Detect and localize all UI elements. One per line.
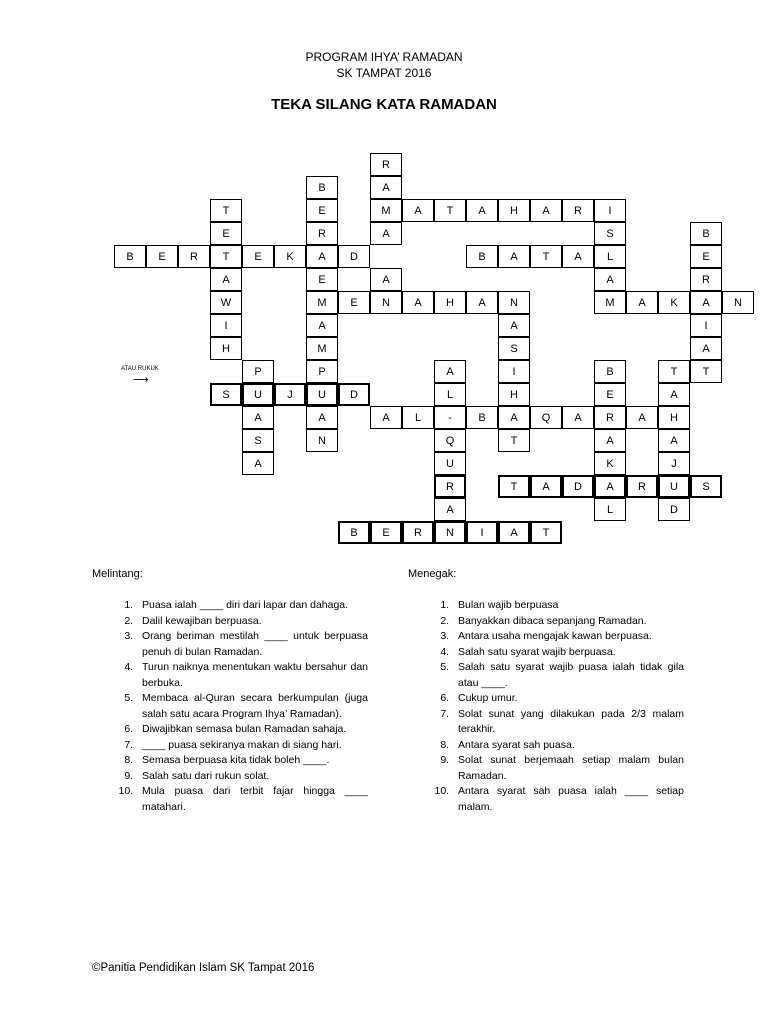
crossword-cell: A [690,337,722,360]
crossword-cell: A [306,406,338,429]
crossword-cell: E [306,199,338,222]
crossword-cell: Q [530,406,562,429]
clue-item: 1. Puasa ialah ____ diri dari lapar dan dahaga. [136,598,368,614]
crossword-cell: R [178,245,210,268]
crossword-cell: B [338,521,370,544]
crossword-cell: U [658,475,690,498]
crossword-cell: A [210,268,242,291]
crossword-cell: R [402,521,434,544]
crossword-cell: P [242,360,274,383]
clue-item: 4. Salah satu syarat wajib berpuasa. [452,645,684,661]
crossword-cell: L [402,406,434,429]
crossword-cell: B [114,245,146,268]
crossword-cell: E [594,383,626,406]
crossword-cell: T [498,429,530,452]
crossword-cell: A [306,245,338,268]
crossword-cell: A [242,406,274,429]
crossword-cell: A [498,314,530,337]
crossword-cell: A [402,199,434,222]
clue-item: 3. Antara usaha mengajak kawan berpuasa. [452,629,684,645]
crossword-cell: S [690,475,722,498]
crossword-cell: B [594,360,626,383]
crossword-cell: U [242,383,274,406]
crossword-cell: K [658,291,690,314]
crossword-cell: N [370,291,402,314]
crossword-cell: A [242,452,274,475]
crossword-cell: K [594,452,626,475]
crossword-cell: D [562,475,594,498]
crossword-cell: A [306,314,338,337]
crossword-cell: A [562,406,594,429]
down-heading: Menegak: [408,568,457,580]
clue-item: 6. Cukup umur. [452,691,684,707]
crossword-cell: E [338,291,370,314]
crossword-cell: A [530,475,562,498]
crossword-cell: S [498,337,530,360]
crossword-cell: A [434,360,466,383]
crossword-cell: D [338,245,370,268]
crossword-cell: S [210,383,242,406]
crossword-cell: J [274,383,306,406]
crossword-cell: I [498,360,530,383]
clue-item: 6. Diwajibkan semasa bulan Ramadan sahaja. [136,722,368,738]
clue-item: 4. Turun naiknya menentukan waktu bersahur dan berbuka. [136,660,368,691]
crossword-cell: N [722,291,754,314]
crossword-cell: A [370,222,402,245]
clue-item: 8. Semasa berpuasa kita tidak boleh ____. [136,753,368,769]
crossword-cell: T [434,199,466,222]
across-heading: Melintang: [92,568,143,580]
clue-item: 9. Solat sunat berjemaah setiap malam bulan Ramadan. [452,753,684,784]
crossword-cell: B [690,222,722,245]
crossword-cell: E [690,245,722,268]
crossword-cell: A [626,406,658,429]
crossword-cell: R [690,268,722,291]
crossword-cell: A [530,199,562,222]
footer-copyright: ©Panitia Pendidikan Islam SK Tampat 2016 [92,962,315,974]
crossword-cell: D [338,383,370,406]
crossword-cell: A [498,245,530,268]
crossword-cell: N [498,291,530,314]
crossword-cell: R [370,153,402,176]
crossword-cell: I [210,314,242,337]
clue-item: 8. Antara syarat sah puasa. [452,738,684,754]
crossword-cell: B [306,176,338,199]
crossword-cell: A [690,291,722,314]
crossword-cell: T [530,245,562,268]
crossword-cell: T [210,245,242,268]
school-year: SK TAMPAT 2016 [336,66,432,80]
crossword-cell: D [658,498,690,521]
clue-item: 1. Bulan wajib berpuasa [452,598,684,614]
crossword-cell: S [594,222,626,245]
program-title: PROGRAM IHYA’ RAMADAN [305,50,463,64]
crossword-cell: A [466,199,498,222]
crossword-cell: N [306,429,338,452]
clue-item: 3. Orang beriman mestilah ____ untuk berpuasa penuh di bulan Ramadan. [136,629,368,660]
clue-item: 10. Antara syarat sah puasa ialah ____ setiap malam. [452,784,684,815]
crossword-cell: A [370,268,402,291]
crossword-cell: B [466,245,498,268]
crossword-cell: H [498,199,530,222]
crossword-cell: E [242,245,274,268]
crossword-cell: A [626,291,658,314]
crossword-cell: H [210,337,242,360]
crossword-cell: H [434,291,466,314]
crossword-cell: E [210,222,242,245]
arrow-right-icon: ⟶ [133,374,149,386]
clue-item: 7. ____ puasa sekiranya makan di siang hari. [136,738,368,754]
crossword-cell: L [594,245,626,268]
crossword-cell: J [658,452,690,475]
crossword-cell: A [658,383,690,406]
crossword-cell: U [306,383,338,406]
crossword-cell: M [306,291,338,314]
crossword-cell: M [594,291,626,314]
crossword-cell: I [466,521,498,544]
crossword-cell: - [434,406,466,429]
crossword-cell: I [690,314,722,337]
crossword-cell: A [370,176,402,199]
crossword-cell: U [434,452,466,475]
crossword-cell: A [594,429,626,452]
crossword-cell: A [498,521,530,544]
crossword-cell: E [146,245,178,268]
crossword-cell: A [434,498,466,521]
crossword-cell: T [498,475,530,498]
across-list [92,598,368,815]
crossword-cell: A [594,475,626,498]
clue-item: 10. Mula puasa dari terbit fajar hingga ____ matahari. [136,784,368,815]
clue-item: 5. Membaca al-Quran secara berkumpulan (juga salah satu acara Program Ihya’ Ramadan). [136,691,368,722]
crossword-cell: R [306,222,338,245]
crossword-cell: T [210,199,242,222]
crossword-cell: I [594,199,626,222]
puzzle-title: TEKA SILANG KATA RAMADAN [271,96,497,113]
down-clues [408,568,684,815]
across-clues [92,568,368,815]
crossword-cell: A [370,406,402,429]
crossword-cell: A [498,406,530,429]
crossword-cell: H [498,383,530,406]
crossword-cell: E [306,268,338,291]
clue-item: 2. Dalil kewajiban berpuasa. [136,614,368,630]
crossword-cell: R [434,475,466,498]
clue-item: 9. Salah satu dari rukun solat. [136,769,368,785]
crossword-cell: H [658,406,690,429]
crossword-cell: A [658,429,690,452]
crossword-cell: L [434,383,466,406]
crossword-cell: K [274,245,306,268]
crossword-cell: T [530,521,562,544]
crossword-cell: W [210,291,242,314]
crossword-cell: P [306,360,338,383]
crossword-cell: M [370,199,402,222]
rukuk-note: ATAU RUKUK [121,366,159,372]
crossword-cell: N [434,521,466,544]
crossword-cell: R [626,475,658,498]
crossword-cell: Q [434,429,466,452]
crossword-cell: A [594,268,626,291]
crossword-cell: A [466,291,498,314]
crossword-cell: T [690,360,722,383]
clue-item: 5. Salah satu syarat wajib puasa ialah tidak gila atau ____. [452,660,684,691]
crossword-cell: R [594,406,626,429]
crossword-cell: L [594,498,626,521]
crossword-cell: A [562,245,594,268]
crossword-cell: S [242,429,274,452]
crossword-cell: B [466,406,498,429]
crossword-cell: E [370,521,402,544]
crossword-cell: R [562,199,594,222]
crossword-cell: A [402,291,434,314]
down-list [408,598,684,815]
crossword-cell: M [306,337,338,360]
clue-item: 2. Banyakkan dibaca sepanjang Ramadan. [452,614,684,630]
crossword-cell: T [658,360,690,383]
clue-item: 7. Solat sunat yang dilakukan pada 2/3 malam terakhir. [452,707,684,738]
